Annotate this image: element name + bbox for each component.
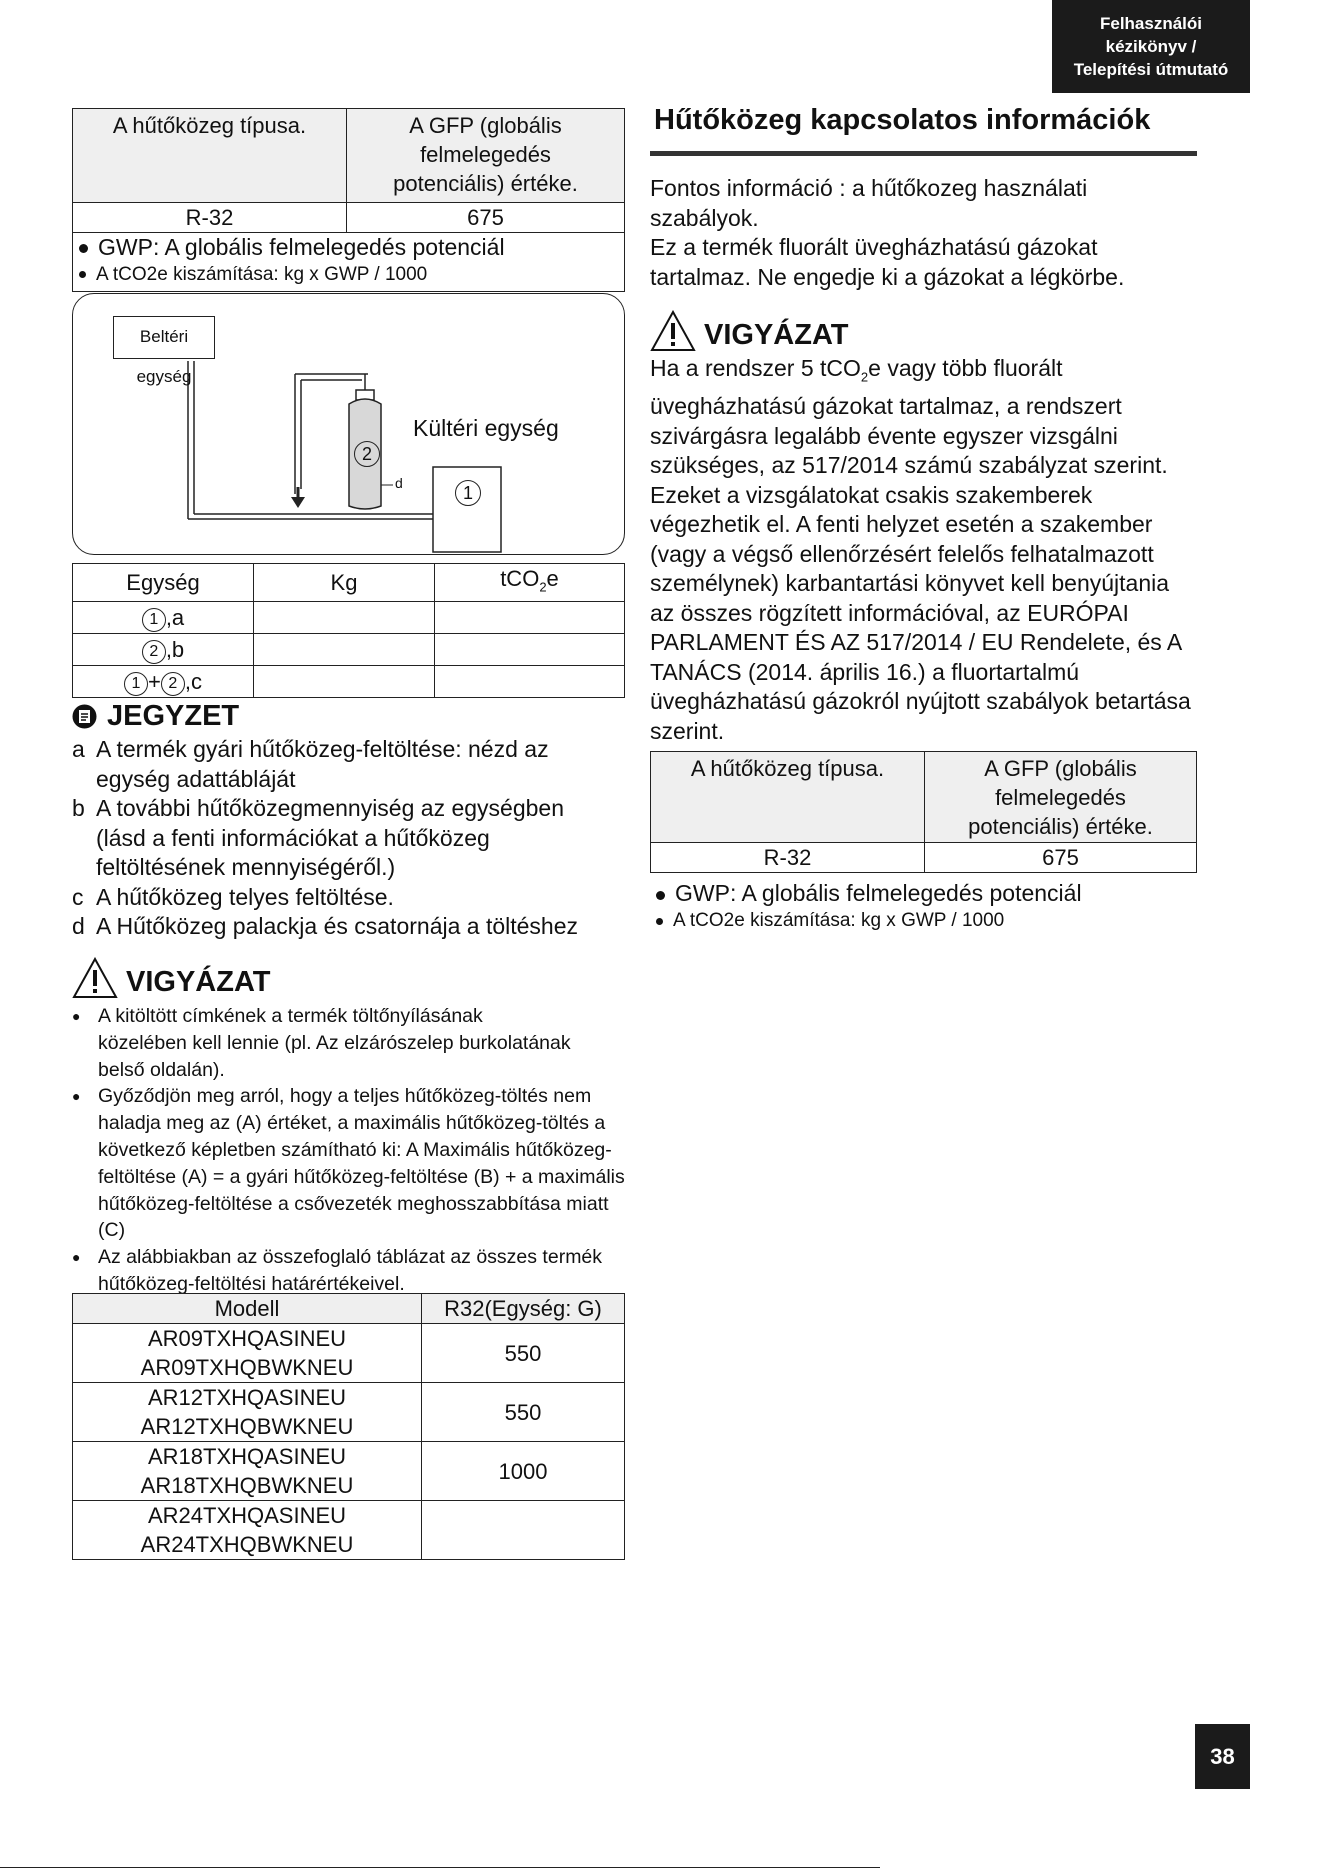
note-item: b A további hűtőközegmennyiség az egységben (lásd a fenti információkat a hűtőközeg feltöltésének mennyiségéről.) [72, 795, 564, 880]
bullet-icon [79, 244, 88, 253]
cylinder-marker: 2 [354, 441, 380, 467]
model-row-1-value: 550 [422, 1324, 625, 1383]
right-column [650, 104, 1197, 934]
right-gwp-cell-type: R-32 [651, 843, 925, 873]
model-row-2-value: 550 [422, 1383, 625, 1442]
intro-text: Fontos információ : a hűtőkozeg használati szabályok. Ez a termék fluorált üvegházhatású gázokat tartalmaz. Ne engedje ki a gázokat a légkörbe. [650, 175, 1125, 290]
indoor-unit-box: Beltéri egység [113, 316, 215, 359]
page-number: 38 [1195, 1724, 1250, 1789]
bottom-rule [0, 1867, 880, 1868]
gwp-notes-cell [73, 233, 625, 292]
model-row-4-value [422, 1501, 625, 1560]
model-row-2-models: AR12TXHQASINEU AR12TXHQBWKNEU [73, 1383, 422, 1442]
right-caution-heading: VIGYÁZAT [650, 310, 1197, 352]
note-item: a A termék gyári hűtőközeg-feltöltése: nézd az egység adattábláját [72, 736, 549, 792]
left-gwp-table [72, 108, 625, 292]
right-gwp-table [650, 751, 1197, 873]
circled-2-icon: 2 [142, 640, 166, 664]
header-badge-line-2: kézikönyv / [1105, 37, 1197, 56]
circled-2-icon: 2 [161, 672, 185, 696]
note-item: c A hűtőközeg telyes feltöltése. [72, 883, 394, 910]
marker-d: d [395, 475, 403, 491]
model-head: Modell [73, 1294, 422, 1324]
circled-1-icon: 1 [142, 608, 166, 632]
caution-bullet: ● A kitöltött címkének a termék töltőnyílásának közelében kell lennie (pl. Az elzárószelep burkolatának belső oldalán). [72, 1003, 632, 1083]
left-gwp-block [72, 108, 625, 292]
unit-row-1-tco2 [435, 602, 625, 634]
unit-row-2-tco2 [435, 634, 625, 666]
unit-row-1-kg [254, 602, 435, 634]
right-gwp-notes [650, 879, 1197, 934]
model-row-3-models: AR18TXHQASINEU AR18TXHQBWKNEU [73, 1442, 422, 1501]
note-icon [72, 704, 97, 729]
model-table [72, 1293, 625, 1560]
bullet-icon [79, 271, 86, 278]
warning-icon [72, 957, 118, 999]
unit-head-tco2: tCO$_2$e [435, 564, 625, 602]
left-caution-list [72, 1003, 632, 1298]
note-list [72, 735, 642, 942]
bullet-icon: ● [72, 1249, 81, 1266]
header-badge-line-1: Felhasználói [1099, 14, 1203, 33]
model-row-4-models: AR24TXHQASINEU AR24TXHQBWKNEU [73, 1501, 422, 1560]
right-caution-text: Ha a rendszer 5 tCO$_2$e vagy több fluorált üvegházhatású gázokat tartalmaz, a rendszert szivárgásra legalább évente egyszer vizsgálni szükséges, az 517/2014 számú szabályzat szerint. Ezeket a vizsgálatokat csakis szakemberek végezhetik el. A fenti helyzet esetén a szakember (vagy a végső ellenőrzésért felelős felhatalmazott személynek) karbantartási könyvet kell benyújtania az összes rögzített információval, az EURÓPAI PARLAMENT ÉS AZ 517/2014 / EU Rendelete, és A TANÁCS (2014. április 16.) a fluortartalmú üvegházhatású gázokról nyújtott szabályok betartása szerint. [650, 355, 1191, 744]
note-heading: JEGYZET [72, 700, 642, 733]
header-badge-line-3: Telepítési útmutató [1073, 60, 1229, 79]
unit-head-egyseg: Egység [73, 564, 254, 602]
bullet-icon [656, 918, 663, 925]
right-gwp-head-type: A hűtőközeg típusa. [651, 752, 925, 843]
unit-head-kg: Kg [254, 564, 435, 602]
gwp-note-1: GWP: A globális felmelegedés potenciál [73, 233, 624, 262]
right-gwp-cell-value: 675 [925, 843, 1197, 873]
gwp-cell-value: 675 [347, 203, 625, 233]
left-caution-section [72, 957, 632, 1298]
right-gwp-note-2: A tCO2e kiszámítása: kg x GWP / 1000 [650, 908, 1197, 934]
unit-row-2-label: 2 ,b [73, 634, 254, 666]
unit-row-3-label: 1 + 2 ,c [73, 666, 254, 698]
left-caution-heading: VIGYÁZAT [72, 957, 632, 999]
note-section [72, 700, 642, 942]
model-value-head: R32(Egység: G) [422, 1294, 625, 1324]
unit-row-3-tco2 [435, 666, 625, 698]
model-row-1-models: AR09TXHQASINEU AR09TXHQBWKNEU [73, 1324, 422, 1383]
caution-bullet: ● Győződjön meg arról, hogy a teljes hűtőközeg-töltés nem haladja meg az (A) értéket, a maximális hűtőközeg-töltés a következő képletben számítható ki: A Maximális hűtőközeg-feltöltése (A) = a gyári hűtőközeg-feltöltése (B) + a maximális hűtőközeg-feltöltése a csővezeték meghosszabbítása miatt (C) [72, 1083, 632, 1244]
gwp-head-type: A hűtőközeg típusa. [73, 109, 347, 203]
model-row-3-value: 1000 [422, 1442, 625, 1501]
bullet-icon [656, 891, 665, 900]
caution-bullet: ● Az alábbiakban az összefoglaló táblázat az összes termék hűtőközeg-feltöltési határértékeivel. [72, 1244, 632, 1298]
right-gwp-head-value: A GFP (globális felmelegedés potenciális) értéke. [925, 752, 1197, 843]
refrigerant-diagram [72, 293, 625, 555]
section-title: Hűtőközeg kapcsolatos információk [650, 104, 1197, 156]
bullet-icon: ● [72, 1088, 81, 1105]
gwp-cell-type: R-32 [73, 203, 347, 233]
gwp-head-value: A GFP (globális felmelegedés potenciális) értéke. [347, 109, 625, 203]
outdoor-unit-label: Kültéri egység [413, 415, 559, 441]
unit-row-3-kg [254, 666, 435, 698]
header-badge [1052, 0, 1250, 93]
unit-row-1-label: 1 ,a [73, 602, 254, 634]
circled-1-icon: 1 [124, 672, 148, 696]
bullet-icon: ● [72, 1008, 81, 1024]
unit-row-2-kg [254, 634, 435, 666]
unit-table [72, 563, 625, 698]
outdoor-unit-marker: 1 [455, 480, 481, 506]
right-gwp-note-1: GWP: A globális felmelegedés potenciál [650, 879, 1197, 908]
gwp-note-2: A tCO2e kiszámítása: kg x GWP / 1000 [73, 262, 624, 288]
note-item: d A Hűtőközeg palackja és csatornája a töltéshez [72, 913, 579, 939]
warning-icon [650, 310, 696, 352]
